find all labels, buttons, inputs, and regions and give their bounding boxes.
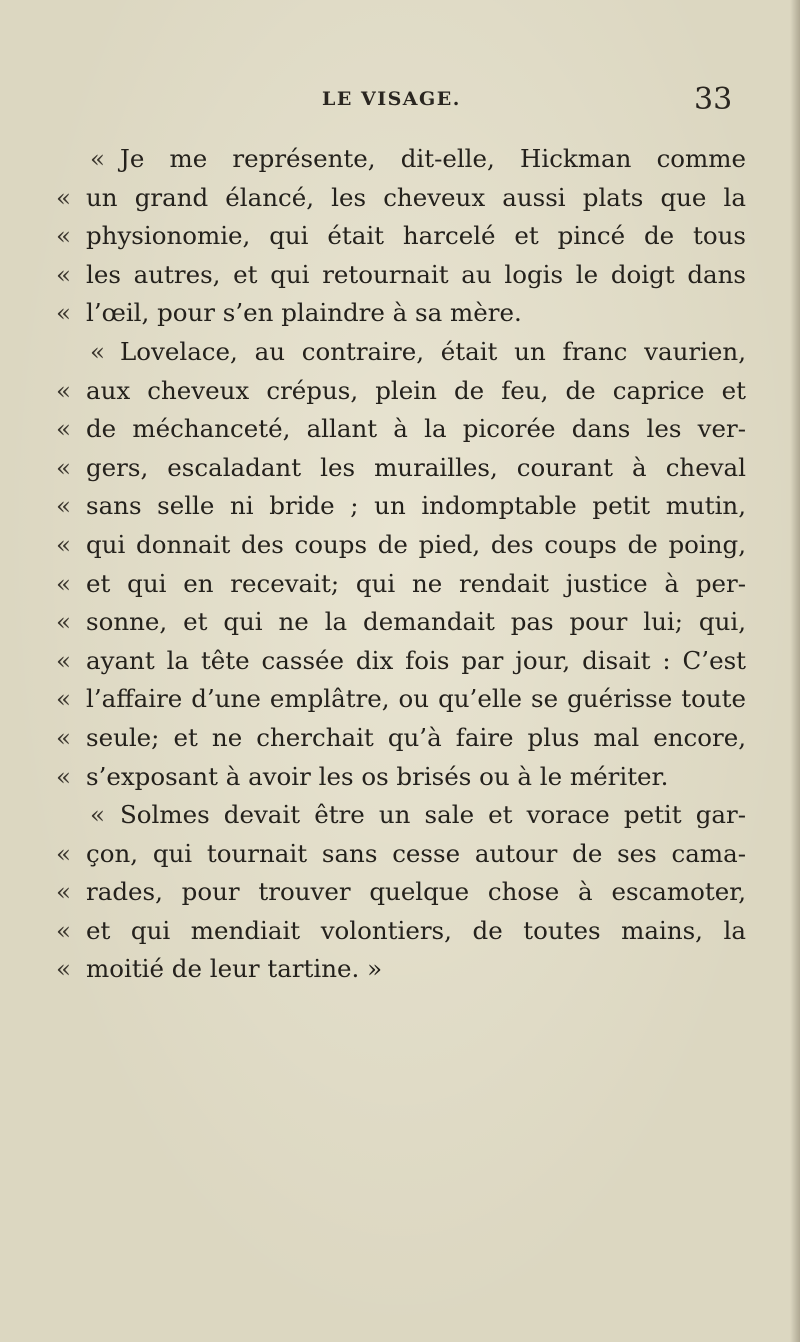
guillemet-mark: «	[56, 259, 71, 289]
guillemet-mark: «	[56, 915, 71, 945]
text-line	[56, 758, 746, 797]
guillemet-mark: «	[56, 761, 71, 791]
guillemet-mark: «	[56, 182, 71, 212]
guillemet-mark: «	[90, 800, 105, 830]
line-text: seule; et ne cherchait qu’à faire plus mal encore,	[86, 722, 746, 752]
line-text: l’affaire d’une emplâtre, ou qu’elle se guérisse toute	[86, 684, 746, 714]
text-line	[56, 873, 746, 912]
guillemet-mark: «	[90, 144, 105, 173]
text-line	[56, 642, 746, 681]
line-text: aux cheveux crépus, plein de feu, de caprice et	[86, 375, 746, 405]
guillemet-mark: «	[56, 954, 71, 984]
line-text: Je me représente, dit-elle, Hickman comme	[120, 144, 746, 173]
text-line	[56, 256, 746, 295]
running-title: LE VISAGE.	[322, 88, 461, 110]
line-text: qui donnait des coups de pied, des coups de poing,	[86, 529, 746, 559]
guillemet-mark: «	[56, 221, 71, 251]
body-text	[56, 140, 746, 989]
line-text: rades, pour trouver quelque chose à escamoter,	[86, 877, 746, 907]
guillemet-mark: «	[56, 722, 71, 752]
text-line	[56, 796, 746, 835]
line-text: moitié de leur tartine. »	[86, 954, 383, 984]
text-line	[56, 603, 746, 642]
line-text: çon, qui tournait sans cesse autour de ses cama-	[86, 838, 746, 868]
text-line	[56, 487, 746, 526]
guillemet-mark: «	[56, 298, 71, 328]
text-line	[56, 449, 746, 488]
line-text: sans selle ni bride ; un indomptable petit mutin,	[86, 491, 746, 521]
guillemet-mark: «	[56, 414, 71, 444]
text-line	[56, 719, 746, 758]
line-text: l’œil, pour s’en plaindre à sa mère.	[86, 298, 522, 328]
line-text: s’exposant à avoir les os brisés ou à le mériter.	[86, 761, 669, 791]
page-number: 33	[694, 82, 733, 117]
line-text: gers, escaladant les murailles, courant à cheval	[86, 452, 746, 482]
guillemet-mark: «	[90, 336, 105, 366]
text-line	[56, 294, 746, 333]
guillemet-mark: «	[56, 375, 71, 405]
line-text: un grand élancé, les cheveux aussi plats que la	[86, 182, 746, 212]
text-line	[56, 680, 746, 719]
guillemet-mark: «	[56, 452, 71, 482]
line-text: ayant la tête cassée dix fois par jour, disait : C’est	[86, 645, 746, 675]
line-text: et qui en recevait; qui ne rendait justice à per-	[86, 568, 746, 598]
line-text: physionomie, qui était harcelé et pincé de tous	[86, 221, 746, 251]
text-line	[56, 140, 746, 179]
line-text: Lovelace, au contraire, était un franc vaurien,	[120, 336, 746, 366]
text-line	[56, 333, 746, 372]
guillemet-mark: «	[56, 568, 71, 598]
line-text: Solmes devait être un sale et vorace petit gar-	[120, 800, 746, 830]
page-edge-shadow	[790, 0, 800, 1342]
line-text: sonne, et qui ne la demandait pas pour lui; qui,	[86, 607, 746, 637]
text-line	[56, 217, 746, 256]
guillemet-mark: «	[56, 684, 71, 714]
line-text: et qui mendiait volontiers, de toutes mains, la	[86, 915, 746, 945]
text-line	[56, 912, 746, 951]
text-line	[56, 179, 746, 218]
text-line	[56, 410, 746, 449]
guillemet-mark: «	[56, 491, 71, 521]
guillemet-mark: «	[56, 529, 71, 559]
text-line	[56, 835, 746, 874]
guillemet-mark: «	[56, 877, 71, 907]
text-line	[56, 372, 746, 411]
running-head	[0, 82, 800, 122]
text-line	[56, 565, 746, 604]
guillemet-mark: «	[56, 838, 71, 868]
text-line	[56, 950, 746, 989]
guillemet-mark: «	[56, 607, 71, 637]
line-text: de méchanceté, allant à la picorée dans les ver-	[86, 414, 746, 444]
guillemet-mark: «	[56, 645, 71, 675]
text-line	[56, 526, 746, 565]
line-text: les autres, et qui retournait au logis le doigt dans	[86, 259, 746, 289]
